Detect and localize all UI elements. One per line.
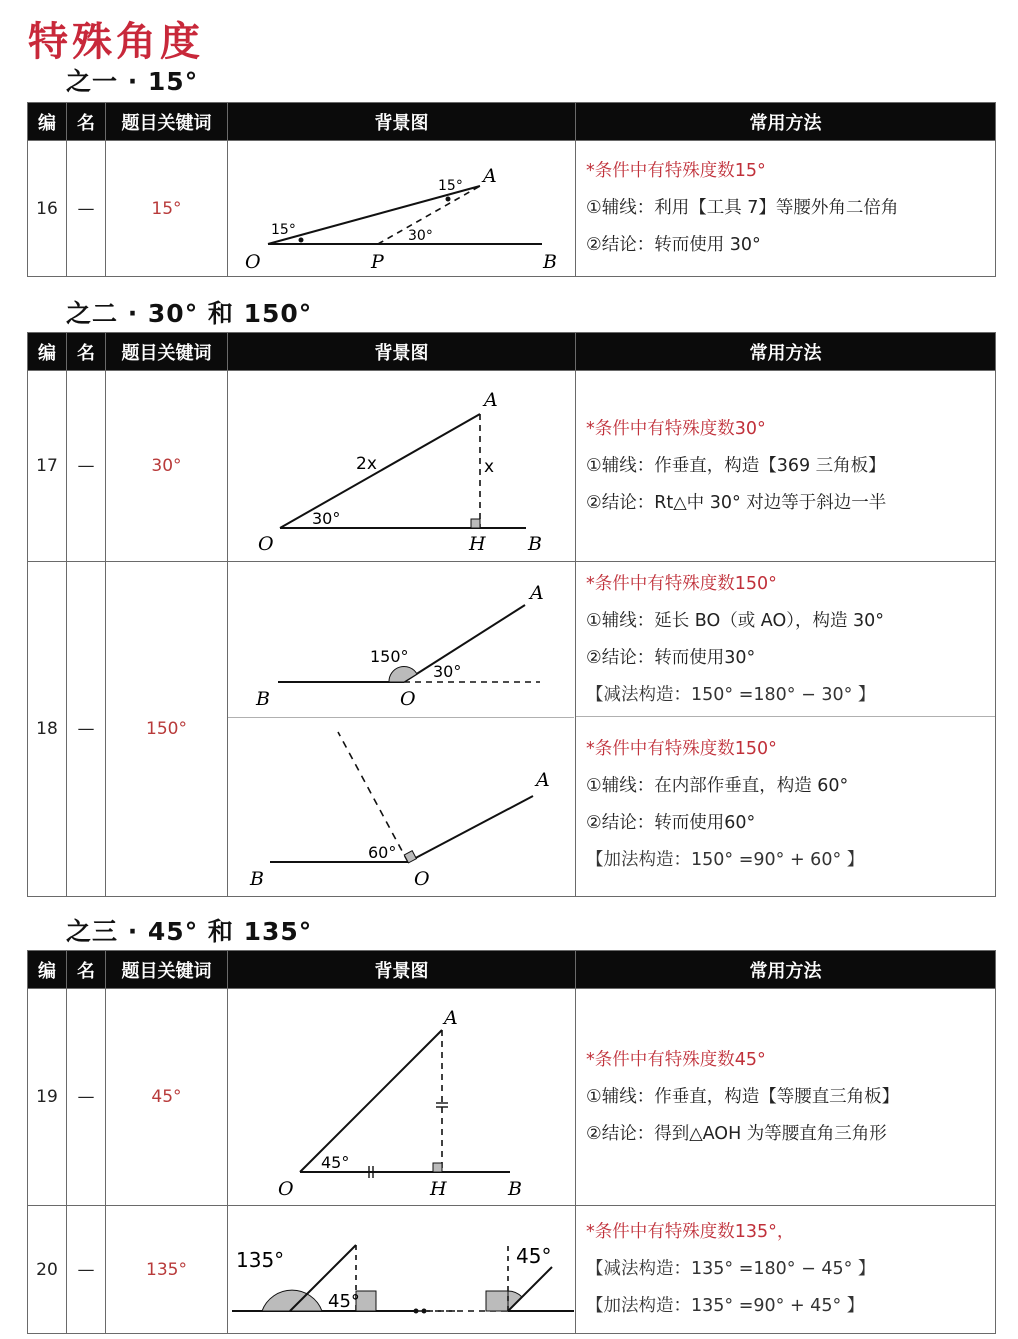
row-name: — bbox=[67, 371, 106, 562]
method-construction: 【减法构造：150° =180° − 30° 】 bbox=[586, 685, 876, 705]
point-p-label: P bbox=[371, 250, 384, 273]
table-row bbox=[28, 562, 996, 897]
figure-150-degree-addition bbox=[228, 717, 574, 895]
method-step-1: ①辅线：延长 BO（或 AO），构造 30° bbox=[586, 611, 885, 631]
row-name: — bbox=[67, 989, 106, 1206]
method-cell bbox=[576, 562, 996, 897]
method-condition: *条件中有特殊度数45° bbox=[586, 1049, 766, 1070]
point-b-label: B bbox=[256, 688, 270, 710]
point-o-label: O bbox=[414, 868, 430, 890]
method-step-1: ①辅线：作垂直，构造【369 三角板】 bbox=[586, 455, 886, 476]
figure-15-degree bbox=[228, 142, 574, 276]
angle-label-45-right: 45° bbox=[516, 1243, 552, 1268]
angle-label-o: 30° bbox=[312, 508, 341, 528]
method-step-1: ①辅线：在内部作垂直，构造 60° bbox=[586, 776, 849, 796]
figure-cell bbox=[228, 371, 576, 562]
section-title-1: 之一 · 15° bbox=[66, 67, 199, 96]
point-o-label: O bbox=[258, 532, 274, 555]
table-45-135-degree bbox=[27, 950, 996, 1334]
point-h-label: H bbox=[430, 1177, 447, 1200]
method-step-2: ②结论：转而使用60° bbox=[586, 813, 756, 833]
method-step-2: ②结论：转而使用30° bbox=[586, 648, 756, 668]
section-title-2: 之二 · 30° 和 150° bbox=[66, 299, 313, 328]
row-keyword: 30° bbox=[106, 371, 228, 562]
method-condition: *条件中有特殊度数15° bbox=[586, 161, 766, 181]
angle-label-o: 15° bbox=[271, 221, 296, 238]
header-num: 编 bbox=[28, 103, 67, 141]
row-name: — bbox=[67, 141, 106, 277]
table-row bbox=[28, 1206, 996, 1334]
point-b-label: B bbox=[528, 532, 542, 555]
method-construction-add: 【加法构造：135° =90° + 45° 】 bbox=[586, 1296, 865, 1316]
angle-label-p: 30° bbox=[408, 227, 433, 244]
table-15-degree bbox=[27, 102, 996, 277]
method-construction-subtract: 【减法构造：135° =180° − 45° 】 bbox=[586, 1259, 876, 1279]
point-o-label: O bbox=[245, 250, 261, 273]
hypotenuse-label: 2x bbox=[356, 453, 377, 474]
row-keyword: 15° bbox=[106, 141, 228, 277]
table-header-row bbox=[28, 951, 996, 989]
method-construction: 【加法构造：150° =90° + 60° 】 bbox=[586, 850, 865, 870]
point-a-label: A bbox=[530, 582, 544, 604]
row-name: — bbox=[67, 562, 106, 897]
point-b-label: B bbox=[250, 868, 264, 890]
row-keyword: 45° bbox=[106, 989, 228, 1206]
section-title-3: 之三 · 45° 和 135° bbox=[66, 917, 313, 946]
angle-label-60: 60° bbox=[368, 843, 397, 862]
row-keyword: 150° bbox=[106, 562, 228, 897]
method-cell bbox=[576, 1206, 996, 1334]
header-keyword: 题目关键词 bbox=[106, 333, 228, 371]
point-b-label: B bbox=[543, 250, 557, 273]
method-step-2: ②结论：得到△AOH 为等腰直角三角形 bbox=[586, 1123, 887, 1144]
point-a-label: A bbox=[444, 1006, 458, 1029]
header-num: 编 bbox=[28, 951, 67, 989]
header-name: 名 bbox=[67, 951, 106, 989]
row-number: 16 bbox=[28, 141, 67, 277]
table-30-150-degree bbox=[27, 332, 996, 897]
header-method: 常用方法 bbox=[576, 951, 996, 989]
method-cell bbox=[576, 141, 996, 277]
table-header-row bbox=[28, 103, 996, 141]
point-h-label: H bbox=[469, 532, 486, 555]
table-row bbox=[28, 989, 996, 1206]
angle-label-a: 15° bbox=[438, 177, 463, 194]
point-o-label: O bbox=[278, 1177, 294, 1200]
angle-label-45: 45° bbox=[321, 1152, 350, 1172]
point-a-label: A bbox=[536, 769, 550, 791]
figure-cell bbox=[228, 141, 576, 277]
header-keyword: 题目关键词 bbox=[106, 951, 228, 989]
figure-150-degree-subtraction bbox=[228, 563, 574, 717]
method-step-1: ①辅线：作垂直，构造【等腰直三角板】 bbox=[586, 1086, 900, 1107]
figure-cell bbox=[228, 1206, 576, 1334]
method-step-2: ②结论：Rt△中 30° 对边等于斜边一半 bbox=[586, 492, 887, 513]
point-a-label: A bbox=[483, 164, 497, 187]
row-number: 20 bbox=[28, 1206, 67, 1334]
header-num: 编 bbox=[28, 333, 67, 371]
method-cell bbox=[576, 989, 996, 1206]
angle-label-135: 135° bbox=[236, 1247, 285, 1272]
figure-45-degree bbox=[228, 990, 574, 1205]
header-name: 名 bbox=[67, 103, 106, 141]
point-a-label: A bbox=[484, 388, 498, 411]
table-row bbox=[28, 141, 996, 277]
figure-cell bbox=[228, 562, 576, 897]
row-number: 18 bbox=[28, 562, 67, 897]
leg-label: x bbox=[484, 456, 495, 477]
angle-label-45-left: 45° bbox=[328, 1290, 360, 1312]
method-condition: *条件中有特殊度数150° bbox=[586, 574, 777, 594]
row-number: 19 bbox=[28, 989, 67, 1206]
method-step-2: ②结论：转而使用 30° bbox=[586, 235, 761, 255]
angle-label-150: 150° bbox=[370, 647, 409, 666]
row-name: — bbox=[67, 1206, 106, 1334]
method-condition: *条件中有特殊度数150° bbox=[586, 739, 777, 759]
row-keyword: 135° bbox=[106, 1206, 228, 1334]
figure-135-degree bbox=[228, 1207, 574, 1333]
point-b-label: B bbox=[508, 1177, 522, 1200]
figure-30-degree bbox=[228, 372, 574, 561]
point-o-label: O bbox=[400, 688, 416, 710]
row-number: 17 bbox=[28, 371, 67, 562]
method-condition: *条件中有特殊度数30° bbox=[586, 418, 766, 439]
angle-label-30: 30° bbox=[433, 662, 462, 681]
figure-cell bbox=[228, 989, 576, 1206]
table-row bbox=[28, 371, 996, 562]
header-method: 常用方法 bbox=[576, 103, 996, 141]
header-figure: 背景图 bbox=[228, 951, 576, 989]
header-figure: 背景图 bbox=[228, 333, 576, 371]
header-method: 常用方法 bbox=[576, 333, 996, 371]
table-header-row bbox=[28, 333, 996, 371]
method-step-1: ①辅线：利用【工具 7】等腰外角二倍角 bbox=[586, 198, 899, 218]
page-title: 特殊角度 bbox=[28, 18, 204, 65]
header-keyword: 题目关键词 bbox=[106, 103, 228, 141]
method-condition: *条件中有特殊度数135°， bbox=[586, 1222, 795, 1242]
header-figure: 背景图 bbox=[228, 103, 576, 141]
method-cell bbox=[576, 371, 996, 562]
header-name: 名 bbox=[67, 333, 106, 371]
